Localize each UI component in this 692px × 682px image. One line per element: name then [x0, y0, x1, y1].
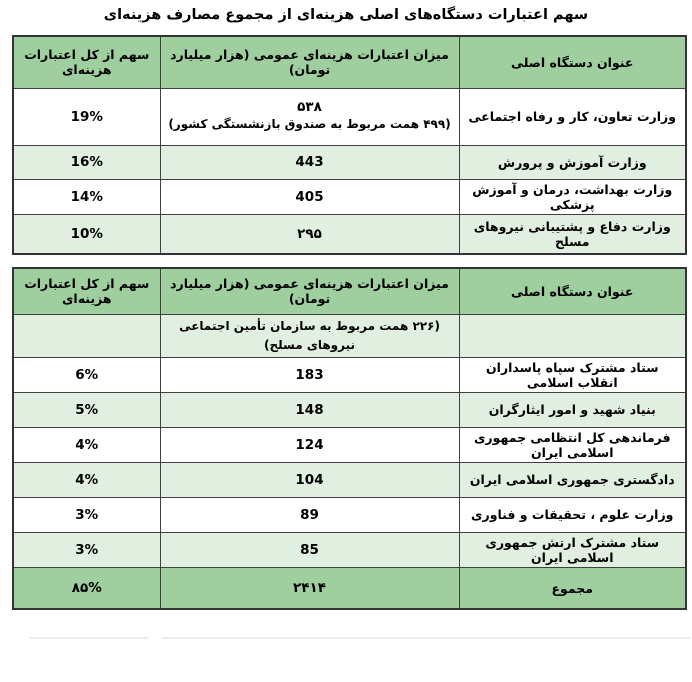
agency-cell: ستاد مشترک سپاه پاسداران انقلاب اسلامی	[459, 357, 686, 392]
table-row	[13, 532, 686, 567]
share-cell: 5%	[13, 392, 160, 427]
agency-cell: وزارت دفاع و پشتیبانی نیروهای مسلح	[459, 214, 686, 254]
amount-cell: ۲۹۵	[160, 214, 459, 254]
share-cell: 4%	[13, 462, 160, 497]
amount-value: ۵۳۸	[297, 98, 322, 115]
total-share-cell: ۸۵%	[13, 567, 160, 609]
header-amount: میزان اعتبارات هزینه‌ای عمومی (هزار میلیارد تومان)	[160, 268, 459, 314]
agency-cell: وزارت علوم ، تحقیقات و فناوری	[459, 497, 686, 532]
amount-note: (۴۹۹ همت مربوط به صندوق بازنشستگی کشور)	[168, 116, 451, 131]
amount-cell: 104	[160, 462, 459, 497]
agency-cell: وزارت تعاون، کار و رفاه اجتماعی	[459, 88, 686, 145]
amount-cell: 183	[160, 357, 459, 392]
total-amount-cell: ۲۴۱۴	[160, 567, 459, 609]
table-row	[13, 145, 686, 179]
share-cell: 14%	[13, 179, 160, 214]
share-cell: 3%	[13, 497, 160, 532]
lower-table	[12, 267, 687, 610]
share-cell: 4%	[13, 427, 160, 462]
table-row	[13, 427, 686, 462]
share-cell: 16%	[13, 145, 160, 179]
header-share: سهم از کل اعتبارات هزینه‌ای	[13, 36, 160, 88]
faint-divider-line	[162, 637, 690, 639]
note-row	[13, 314, 686, 357]
share-cell: 3%	[13, 532, 160, 567]
amount-cell: 85	[160, 532, 459, 567]
table-row	[13, 88, 686, 145]
faint-divider-line	[30, 637, 148, 639]
amount-cell: 443	[160, 145, 459, 179]
table-row	[13, 497, 686, 532]
agency-cell: بنیاد شهید و امور ایثارگران	[459, 392, 686, 427]
amount-cell	[160, 88, 459, 145]
header-agency: عنوان دستگاه اصلی	[459, 36, 686, 88]
header-amount: میزان اعتبارات هزینه‌ای عمومی (هزار میلیارد تومان)	[160, 36, 459, 88]
agency-cell-empty	[459, 314, 686, 357]
share-cell: 10%	[13, 214, 160, 254]
share-cell: 6%	[13, 357, 160, 392]
share-cell-empty	[13, 314, 160, 357]
page-title: سهم اعتبارات دستگاه‌های اصلی هزینه‌ای از مجموع مصارف هزینه‌ای	[103, 7, 589, 23]
amount-cell: 405	[160, 179, 459, 214]
total-label-cell: مجموع	[459, 567, 686, 609]
agency-cell: وزارت آموزش و پرورش	[459, 145, 686, 179]
amount-cell: 148	[160, 392, 459, 427]
table-row	[13, 357, 686, 392]
table-row	[13, 179, 686, 214]
lower-table-header-row	[13, 268, 686, 314]
table-row	[13, 214, 686, 254]
header-share: سهم از کل اعتبارات هزینه‌ای	[13, 268, 160, 314]
agency-cell: فرماندهی کل انتظامی جمهوری اسلامی ایران	[459, 427, 686, 462]
total-row	[13, 567, 686, 609]
table-row	[13, 392, 686, 427]
amount-note: (۲۲۶ همت مربوط به سازمان تأمین اجتماعی نیروهای مسلح)	[160, 314, 459, 357]
amount-cell: 89	[160, 497, 459, 532]
share-cell: 19%	[13, 88, 160, 145]
upper-table-header-row	[13, 36, 686, 88]
upper-table	[12, 35, 687, 255]
table-row	[13, 462, 686, 497]
agency-cell: دادگستری جمهوری اسلامی ایران	[459, 462, 686, 497]
agency-cell: ستاد مشترک ارتش جمهوری اسلامی ایران	[459, 532, 686, 567]
header-agency: عنوان دستگاه اصلی	[459, 268, 686, 314]
agency-cell: وزارت بهداشت، درمان و آموزش پزشکی	[459, 179, 686, 214]
amount-cell: 124	[160, 427, 459, 462]
